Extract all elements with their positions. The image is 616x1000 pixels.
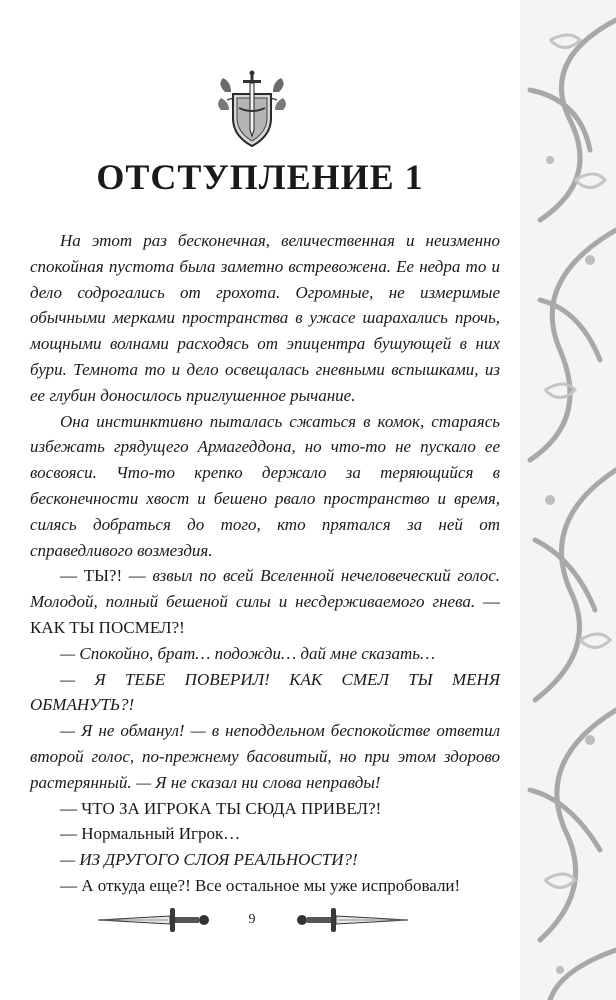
sword-icon	[96, 905, 216, 935]
chapter-body	[30, 228, 500, 899]
speech: — Я не обманул! —	[60, 721, 206, 741]
speech: — Я не сказал ни слова неправды!	[131, 772, 381, 792]
dialogue-line	[30, 563, 500, 640]
paragraph: На этот раз бесконечная, величественная и неизменно спокойная пустота была заметно встревожена. Ее недра то и дело содрогались от грохота. Огромные, не измеримые обычными мерками пространства в ужасе шарахались прочь, мощными волнами расходясь от эпицентра бушующей в них бури. Темнота то и дело освещалась гневными вспышками, из ее глубин доносилось приглушенное рычание.	[30, 231, 500, 405]
shield-sword-emblem-icon	[217, 70, 287, 150]
dialogue-line: — Спокойно, брат… подожди… дай мне сказать…	[60, 643, 436, 663]
page-number: 9	[248, 912, 256, 927]
sword-icon	[290, 905, 410, 935]
speech: — ТЫ?! —	[60, 566, 146, 586]
dialogue-line: — ИЗ ДРУГОГО СЛОЯ РЕАЛЬНОСТИ?!	[60, 850, 358, 870]
narration: в неподдельном беспокойстве ответил второй голос, по-прежнему басовитый, но при этом здорово растерянный.	[30, 721, 500, 792]
paragraph: Она инстинктивно пыталась сжаться в комок, стараясь избежать грядущего Армагеддона, но что-то не пускало ее восвояси. Что-то крепко держало за теряющийся в бесконечности хвост и бешено рвало пространство и время, силясь добраться до того, кто прятался за ней от справедливого возмездия.	[30, 411, 500, 560]
speech: — КАК ТЫ ПОСМЕЛ?!	[30, 592, 501, 637]
dialogue-line: — ЧТО ЗА ИГРОКА ТЫ СЮДА ПРИВЕЛ?!	[60, 798, 382, 818]
dialogue-line: — Я ТЕБЕ ПОВЕРИЛ! КАК СМЕЛ ТЫ МЕНЯ ОБМАНУТЬ?!	[30, 669, 500, 715]
dialogue-line	[30, 718, 500, 795]
chapter-title: ОТСТУПЛЕНИЕ 1	[96, 157, 424, 197]
narration: взвыл по всей Вселенной нечеловеческий голос. Молодой, полный бешеной силы и несдерживаемого гнева.	[30, 566, 500, 612]
dialogue-line: — Нормальный Игрок…	[60, 824, 241, 844]
dialogue-line: — А откуда еще?! Все остальное мы уже испробовали!	[60, 875, 461, 895]
floral-ornament	[520, 0, 616, 1000]
